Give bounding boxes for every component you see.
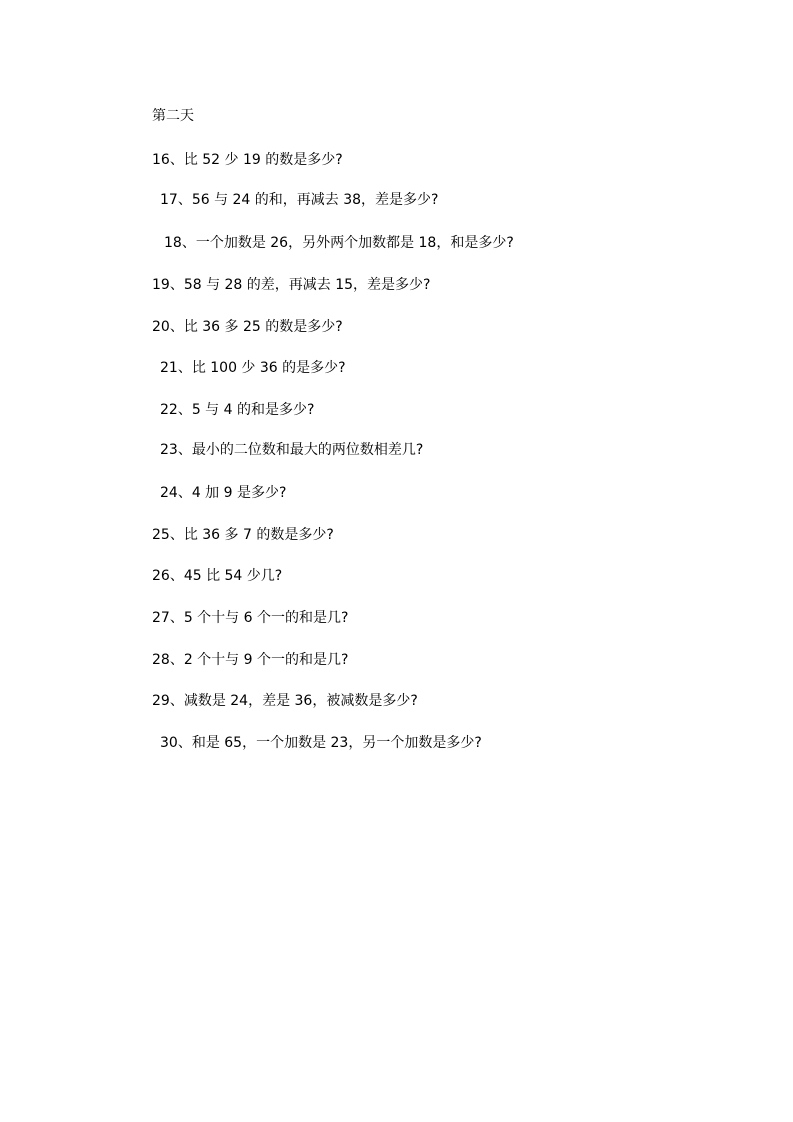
question-18: 18、一个加数是 26，另外两个加数都是 18，和是多少? (164, 235, 514, 251)
page-heading: 第二天 (152, 108, 194, 124)
question-24: 24、4 加 9 是多少? (160, 485, 287, 501)
question-16: 16、比 52 少 19 的数是多少? (152, 152, 343, 168)
question-30: 30、和是 65，一个加数是 23，另一个加数是多少? (160, 735, 482, 751)
question-20: 20、比 36 多 25 的数是多少? (152, 319, 343, 335)
question-25: 25、比 36 多 7 的数是多少? (152, 527, 334, 543)
question-23: 23、最小的二位数和最大的两位数相差几? (160, 442, 424, 458)
question-17: 17、56 与 24 的和，再减去 38，差是多少? (160, 192, 439, 208)
question-19: 19、58 与 28 的差，再减去 15，差是多少? (152, 277, 431, 293)
question-28: 28、2 个十与 9 个一的和是几? (152, 652, 349, 668)
question-26: 26、45 比 54 少几? (152, 568, 283, 584)
question-27: 27、5 个十与 6 个一的和是几? (152, 610, 349, 626)
question-29: 29、减数是 24，差是 36，被减数是多少? (152, 693, 418, 709)
question-21: 21、比 100 少 36 的是多少? (160, 360, 346, 376)
question-22: 22、5 与 4 的和是多少? (160, 402, 315, 418)
